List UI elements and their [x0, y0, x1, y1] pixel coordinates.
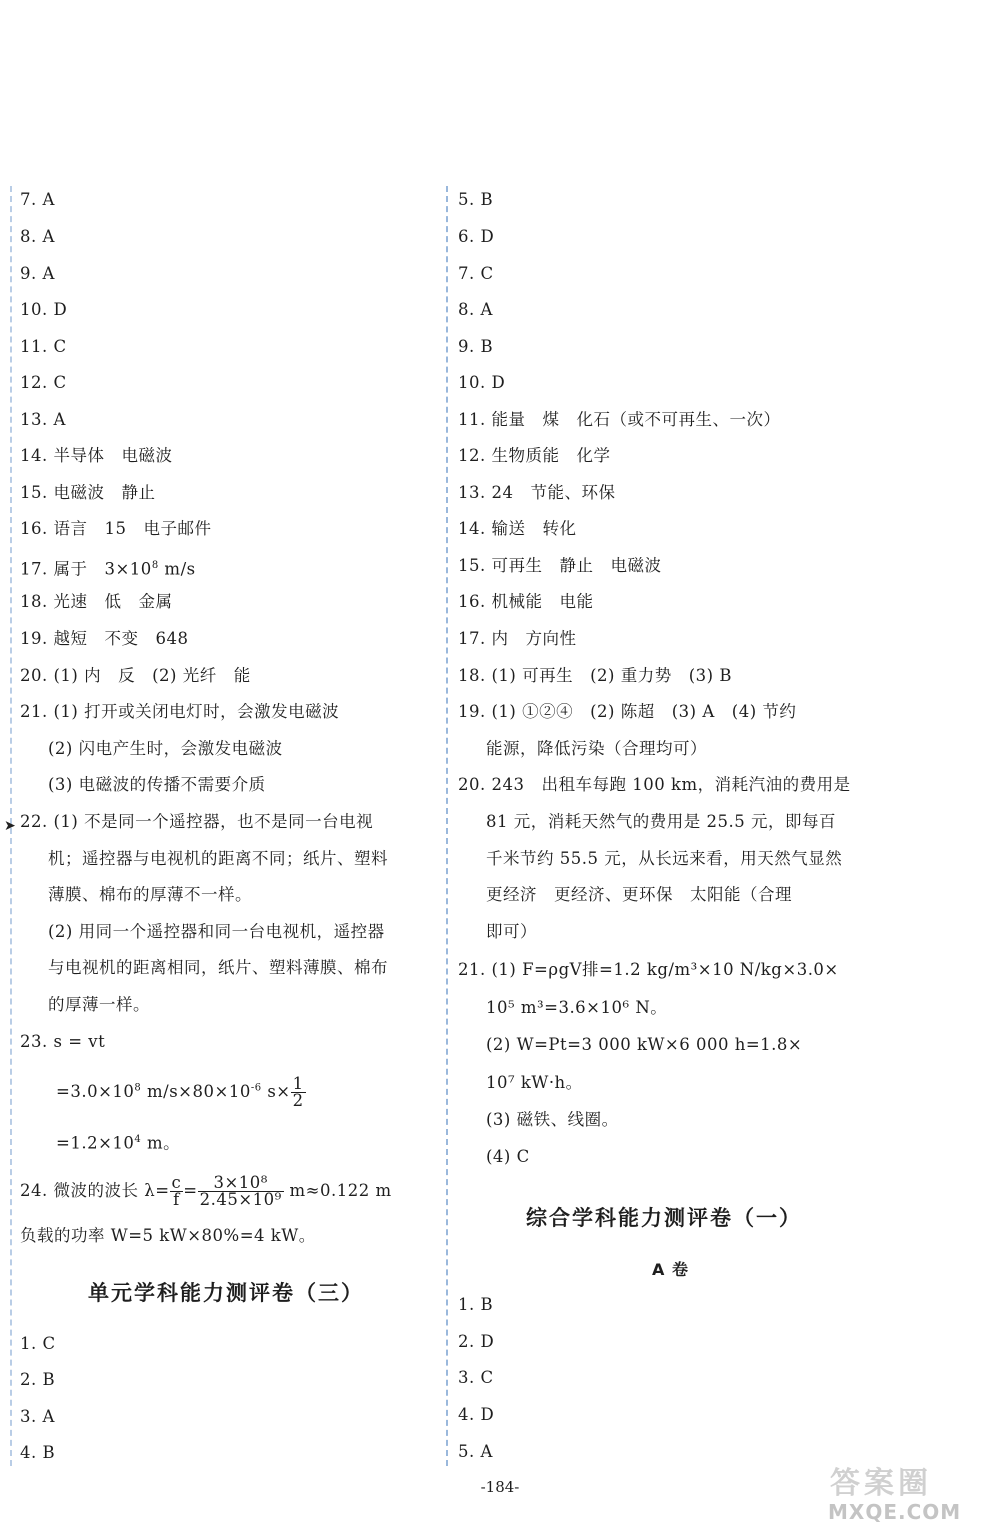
answer-line-left-a-8: 15. 电磁波 静止 [20, 483, 156, 502]
answer-line-right-a-8: 13. 24 节能、环保 [458, 483, 616, 502]
answer-line-left-b-6: 22. (1) 不是同一个遥控器，也不是同一台电视 [20, 812, 374, 831]
answer-line-right-a-24: 10⁷ kW·h。 [486, 1073, 583, 1092]
answer-line-left-a-4: 11. C [20, 337, 67, 356]
section-subheading-a-paper: A 卷 [652, 1260, 689, 1279]
answer-line-right-a-16: 20. 243 出租车每跑 100 km，消耗汽油的费用是 [458, 775, 851, 794]
answer-line-right-a-11: 16. 机械能 电能 [458, 592, 594, 611]
watermark-text: MXQE.COM [828, 1500, 962, 1524]
answer-line-right-a-13: 18. (1) 可再生 (2) 重力势 (3) B [458, 666, 732, 685]
answer-line-left-a-3: 10. D [20, 300, 68, 319]
answer-line-right-a-23: (2) W=Pt=3 000 kW×6 000 h=1.8× [486, 1035, 803, 1054]
answer-line-right-a-15: 能源，降低污染（合理均可） [486, 739, 707, 758]
answer-line-left-b-7: 机；遥控器与电视机的距离不同；纸片、塑料 [48, 849, 388, 868]
answer-line-right-a-5: 10. D [458, 373, 506, 392]
answer-line-right-b-4: 5. A [458, 1442, 493, 1461]
answer-line-right-a-6: 11. 能量 煤 化石（或不可再生、一次） [458, 410, 781, 429]
answer-line-17: 17. 属于 $3\times 10^8$ m/s [20, 559, 196, 579]
answer-line-right-a-17: 81 元，消耗天然气的费用是 25.5 元，即每百 [486, 812, 836, 831]
margin-mark: ➤ [4, 818, 16, 834]
answer-line-left-a-9: 16. 语言 15 电子邮件 [20, 519, 212, 538]
answer-line-right-a-0: 5. B [458, 190, 494, 209]
fraction-wavelength: $\frac{\text{3×10⁸}}{\text{2.45×10⁹}}$ [199, 1173, 282, 1209]
answer-line-left-c-0: 1. C [20, 1334, 56, 1353]
answer-line-right-a-18: 千米节约 55.5 元，从长远来看，用天然气显然 [486, 849, 843, 868]
answer-line-right-a-26: (4) C [486, 1147, 530, 1166]
answer-line-23-step2: $=1.2\times 10^4$ m。 [56, 1133, 181, 1153]
answer-line-24-power: 负载的功率 W=5 kW×80%=4 kW。 [20, 1226, 316, 1245]
answer-line-right-b-3: 4. D [458, 1405, 495, 1424]
answer-line-right-a-9: 14. 输送 转化 [458, 519, 577, 538]
answer-line-right-a-3: 8. A [458, 300, 493, 319]
answer-line-right-a-1: 6. D [458, 227, 495, 246]
answer-line-right-a-25: (3) 磁铁、线圈。 [486, 1110, 619, 1129]
answer-line-right-a-21: 21. (1) F=ρgV排=1.2 kg/m³×10 N/kg×3.0× [458, 960, 839, 979]
answer-line-left-c-1: 2. B [20, 1370, 56, 1389]
answer-line-left-b-5: (3) 电磁波的传播不需要介质 [48, 775, 266, 794]
answer-line-left-a-2: 9. A [20, 264, 55, 283]
column-divider [446, 186, 448, 1466]
answer-line-left-b-1: 19. 越短 不变 648 [20, 629, 189, 648]
answer-line-left-c-3: 4. B [20, 1443, 56, 1462]
answer-line-23: 23. s = vt [20, 1032, 106, 1051]
answer-line-right-a-19: 更经济 更经济、更环保 太阳能（合理 [486, 885, 792, 904]
answer-line-right-a-2: 7. C [458, 264, 494, 283]
answer-line-left-a-6: 13. A [20, 410, 66, 429]
answer-line-left-a-1: 8. A [20, 227, 55, 246]
answer-line-left-b-2: 20. (1) 内 反 (2) 光纤 能 [20, 666, 251, 685]
answer-line-left-b-9: (2) 用同一个遥控器和同一台电视机，遥控器 [48, 922, 385, 941]
answer-line-left-b-3: 21. (1) 打开或关闭电灯时，会激发电磁波 [20, 702, 340, 721]
answer-line-right-a-7: 12. 生物质能 化学 [458, 446, 611, 465]
answer-line-left-b-0: 18. 光速 低 金属 [20, 592, 173, 611]
answer-line-left-a-0: 7. A [20, 190, 55, 209]
answer-line-right-a-10: 15. 可再生 静止 电磁波 [458, 556, 662, 575]
answer-line-24: 24. 微波的波长 λ= $\frac{c}{f}$ = $\frac{\text{3×10⁸}}{\text{2.45×10⁹}}$ m≈0.122 m [20, 1173, 392, 1209]
watermark-logo: 答案圈 [830, 1466, 932, 1501]
answer-line-right-a-22: 10⁵ m³=3.6×10⁶ N。 [486, 998, 668, 1017]
answer-line-23-step1: $=3.0\times 10^8$ $m/s\times 80\times 10^{-6}$ s× $\frac{1}{2}$ [56, 1074, 304, 1110]
answer-line-left-b-11: 的厚薄一样。 [48, 995, 150, 1014]
answer-line-left-b-8: 薄膜、棉布的厚薄不一样。 [48, 885, 252, 904]
section-heading-comprehensive-test-1: 综合学科能力测评卷（一） [526, 1206, 802, 1230]
answer-line-right-a-12: 17. 内 方向性 [458, 629, 577, 648]
section-heading-unit-test-3: 单元学科能力测评卷（三） [88, 1281, 364, 1305]
answer-line-right-a-20: 即可） [486, 922, 537, 941]
answer-line-right-a-14: 19. (1) ①②④ (2) 陈超 (3) A (4) 节约 [458, 702, 797, 721]
fraction-c-over-f: $\frac{c}{f}$ [171, 1173, 182, 1209]
answer-line-right-b-0: 1. B [458, 1295, 494, 1314]
answer-line-left-b-4: (2) 闪电产生时，会激发电磁波 [48, 739, 283, 758]
answer-line-left-a-5: 12. C [20, 373, 67, 392]
answer-line-right-b-1: 2. D [458, 1332, 495, 1351]
page-number: -184- [480, 1478, 520, 1496]
watermark [820, 1458, 990, 1524]
answer-line-left-a-7: 14. 半导体 电磁波 [20, 446, 173, 465]
fraction-one-half: $\frac{1}{2}$ [292, 1074, 304, 1110]
answer-line-left-b-10: 与电视机的距离相同，纸片、塑料薄膜、棉布 [48, 958, 388, 977]
answer-line-left-c-2: 3. A [20, 1407, 55, 1426]
answer-line-right-a-4: 9. B [458, 337, 494, 356]
answer-line-right-b-2: 3. C [458, 1368, 494, 1387]
